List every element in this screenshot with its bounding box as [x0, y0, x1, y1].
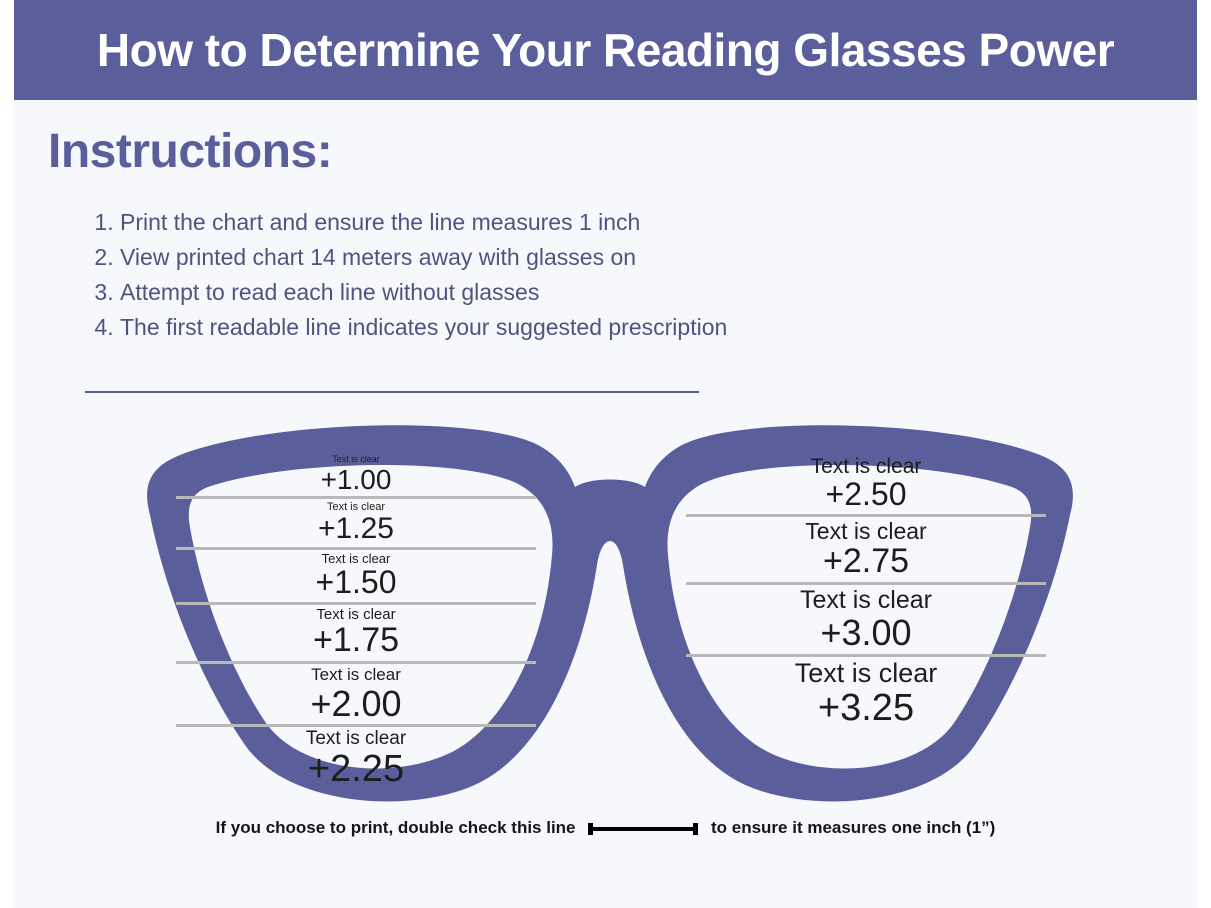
- header-bar: [14, 0, 1197, 100]
- chart-row-rule: [176, 547, 536, 550]
- chart-row-power: +1.25: [318, 512, 394, 546]
- chart-row-text: Text is clear: [810, 455, 922, 478]
- instructions-heading: Instructions:: [48, 125, 333, 178]
- instructions-list: [88, 205, 780, 345]
- chart-row-power: +1.75: [312, 621, 400, 660]
- right-margin: [1197, 0, 1211, 908]
- left-lens-chart: [176, 455, 536, 790]
- chart-row-text: Text is clear: [321, 550, 391, 566]
- chart-row-power: +2.75: [822, 541, 910, 580]
- chart-row: [176, 552, 536, 605]
- chart-row: [176, 607, 536, 664]
- chart-row-text: Text is clear: [326, 501, 386, 514]
- chart-row-rule: [686, 514, 1046, 517]
- chart-row-text: Text is clear: [332, 454, 380, 464]
- right-lens-chart: [686, 455, 1046, 729]
- list-item: 1. Print the chart and ensure the line measures 1 inch: [120, 205, 780, 240]
- chart-row: [176, 666, 536, 727]
- chart-row-power: +2.25: [307, 748, 405, 791]
- chart-row-rule: [686, 654, 1046, 657]
- print-check-note: [0, 818, 1211, 838]
- one-inch-ruler: [588, 822, 698, 836]
- list-item: 4. The first readable line indicates your suggested prescription: [120, 310, 780, 345]
- chart-row-rule: [176, 602, 536, 605]
- note-before-line: If you choose to print, double check this line: [215, 818, 576, 837]
- chart-row-text: Text is clear: [800, 585, 932, 614]
- ruler-bar: [592, 827, 694, 831]
- chart-row-rule: [176, 661, 536, 664]
- chart-row-text: Text is clear: [311, 664, 401, 684]
- chart-row: [176, 729, 536, 790]
- section-divider: [85, 391, 699, 393]
- ruler-right-cap: [693, 823, 698, 835]
- chart-row-text: Text is clear: [305, 728, 407, 750]
- chart-row-rule: [176, 496, 536, 499]
- chart-row-text: Text is clear: [805, 517, 927, 544]
- left-margin: [0, 0, 14, 908]
- chart-row-power: +2.50: [825, 476, 907, 513]
- chart-row-text: Text is clear: [794, 657, 938, 688]
- chart-row-power: +2.00: [310, 682, 402, 724]
- chart-row: [686, 587, 1046, 657]
- chart-row-power: +1.50: [315, 564, 397, 601]
- chart-row-power: +3.00: [820, 612, 912, 654]
- chart-row: [176, 455, 536, 499]
- page-title: How to Determine Your Reading Glasses Power: [96, 24, 1115, 76]
- chart-row-power: +1.00: [320, 463, 392, 495]
- list-item: 3. Attempt to read each line without glasses: [120, 275, 780, 310]
- chart-row-text: Text is clear: [316, 605, 396, 623]
- chart-row-power: +3.25: [817, 686, 915, 729]
- chart-row-rule: [686, 582, 1046, 585]
- chart-row: [686, 519, 1046, 585]
- chart-row: [686, 455, 1046, 517]
- chart-row-rule: [176, 724, 536, 727]
- list-item: 2. View printed chart 14 meters away with glasses on: [120, 240, 780, 275]
- chart-row: [176, 501, 536, 550]
- chart-row: [686, 659, 1046, 729]
- note-after-line: to ensure it measures one inch (1”): [710, 818, 996, 837]
